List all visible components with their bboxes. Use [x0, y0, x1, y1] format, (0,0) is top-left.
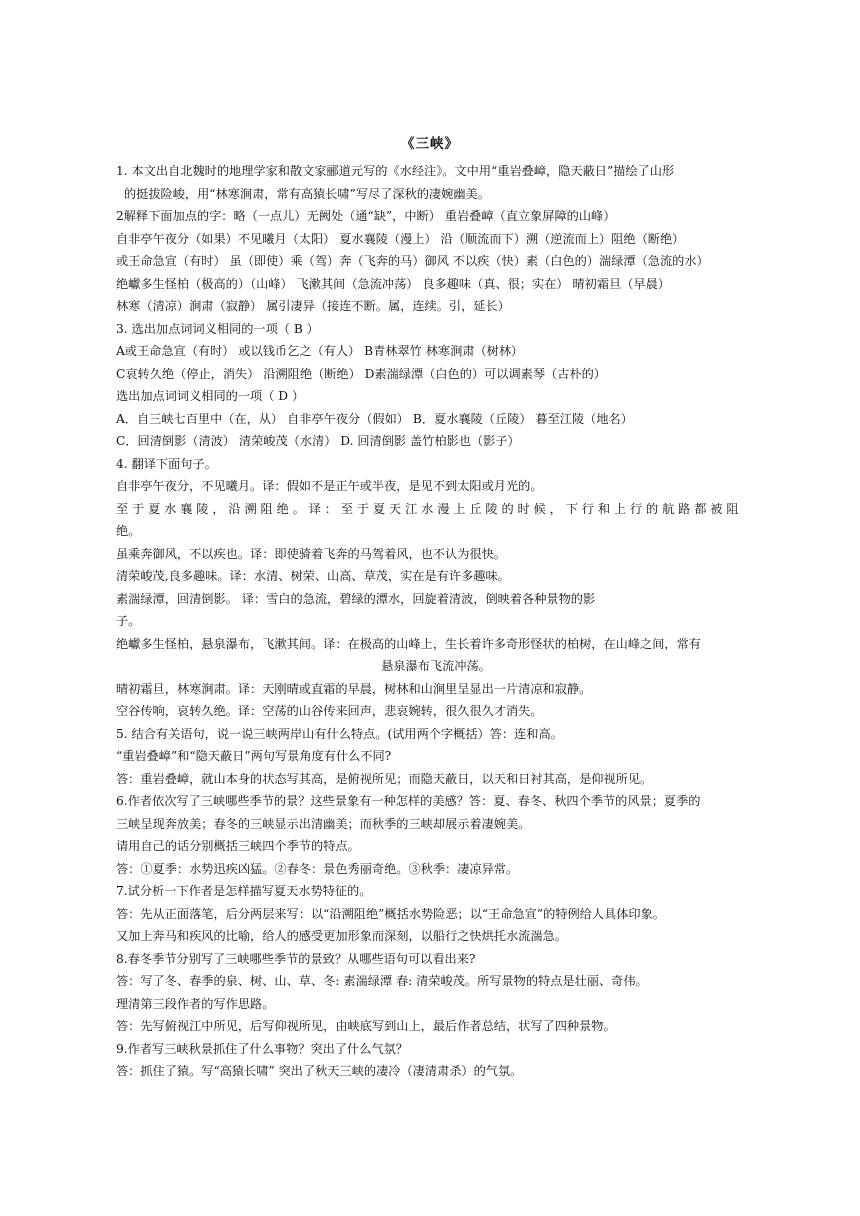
text-line: 请用自己的话分别概括三峡四个季节的特点。 [116, 839, 360, 853]
text-line: 虽乘奔御风，不以疾也。译：即使骑着飞奔的马驾着风，也不认为很快。 [116, 546, 506, 561]
text-line: 的挺拔险峻，用“林寒涧肃，常有高猿长啸”写尽了深秋的凄婉幽美。 [124, 186, 490, 201]
text-line: 6.作者依次写了三峡哪些季节的景？这些景象有一种怎样的美感？答：夏、春冬、秋四个季节的风景；夏季的 [116, 794, 701, 808]
text-line: 9.作者写三峡秋景抓住了什么事物？突出了什么气氛？ [116, 1041, 408, 1056]
text-line: 3. 选出加点词词义相同的一项（ B ） [116, 321, 319, 336]
text-line: 自非亭午夜分，不见曦月。译：假如不是正午或半夜，是见不到太阳或月光的。 [116, 479, 543, 493]
text-line: 答：先从正面落笔，后分两层来写：以“沿溯阻绝”概括水势险恶；以“王命急宣”的特例给人具体印象。 [116, 906, 665, 921]
text-line: 答：重岩叠嶂，就山本身的状态写其高，是俯视所见；而隐天蔽日，以天和日衬其高，是仰视所见。 [116, 771, 653, 786]
text-line: 子。 [116, 614, 141, 628]
text-line: 理清第三段作者的写作思路。 [116, 996, 275, 1011]
text-line: 7.试分析一下作者是怎样描写夏天水势特征的。 [116, 884, 372, 898]
text-line: 素湍绿潭，回清倒影。 译：雪白的急流，碧绿的潭水，回旋着清波，倒映着各种景物的影 [116, 591, 596, 606]
text-line: 绝。 [116, 524, 141, 538]
text-line: A．自三峡七百里中（在，从） 自非亭午夜分（假如） B．夏水襄陵（丘陵） 暮至江陵（地名） [116, 411, 633, 426]
text-line: 答：写了冬、春季的泉、树、山、草、冬: 素湍绿潭 春: 清荣峻茂。所写景物的特点是壮丽、奇伟。 [116, 974, 648, 988]
text-line: 5. 结合有关语句，说一说三峡两岸山有什么特点。(试用两个字概括）答：连和高。 [116, 726, 563, 741]
text-line: 自非亭午夜分（如果）不见曦月（太阳） 夏水襄陵（漫上） 沿（顺流而下）溯（逆流而上）阻绝（断绝） [116, 231, 685, 246]
text-line: 8.春冬季节分别写了三峡哪些季节的景致？从哪些语句可以看出来? [116, 951, 476, 966]
document-title: 《三峡》 [401, 136, 459, 152]
text-line: 或王命急宣（有时） 虽（即使）乘（驾）奔（飞奔的马）御风 不以疾（快）素（白色的）湍绿潭（急流的水） [116, 254, 709, 268]
text-line: A或王命急宣（有时） 或以钱币乞之（有人） B青林翠竹 林寒涧肃（树林） [116, 344, 524, 358]
text-line: 林寒（清凉）涧肃（寂静） 属引凄异（接连不断。属，连续。引，延长） [116, 299, 510, 313]
text-line: 选出加点词词义相同的一项（ D ） [116, 389, 305, 403]
text-line: 答：①夏季：水势迅疾凶猛。②春冬：景色秀丽奇绝。③秋季：凄凉异常。 [116, 861, 519, 876]
text-line: 悬泉瀑布飞流冲荡。 [381, 659, 491, 673]
text-line: 答：先写俯视江中所见，后写仰视所见，由峡底写到山上，最后作者总结，状写了四种景物。 [116, 1019, 616, 1033]
text-line: 4. 翻译下面句子。 [116, 456, 217, 471]
text-line: “重岩叠嶂”和“隐天蔽日”两句写景角度有什么不同? [116, 749, 392, 763]
text-line: 绝巘多生怪柏，悬泉瀑布，飞漱其间。译：在极高的山峰上，生长着许多奇形怪状的柏树，在山峰之间，常有 [116, 636, 701, 651]
text-line: 空谷传响，哀转久绝。译：空荡的山谷传来回声，悲哀婉转，很久很久才消失。 [116, 704, 543, 718]
text-line: 又加上奔马和疾风的比喻，给人的感受更加形象而深刻，以船行之快烘托水流湍急。 [116, 929, 567, 943]
text-line: C哀转久绝（停止，消失） 沿溯阻绝（断绝） D素湍绿潭（白色的）可以调素琴（古朴的） [116, 366, 606, 381]
document-body [116, 160, 756, 1083]
text-line: 1. 本文出自北魏时的地理学家和散文家郦道元写的《水经注》。文中用“重岩叠嶂，隐天蔽日”描绘了山形 [116, 164, 675, 178]
text-line: 至 于 夏 水 襄 陵 ， 沿 溯 阻 绝 。 译 ： 至 于 夏 天 江 水 漫 上 丘 陵 的 时 候 ， 下 行 和 上 行 的 航 路 都 被 阻 [116, 501, 739, 516]
text-line: C．回清倒影（清波） 清荣峻茂（水清） D. 回清倒影 盖竹柏影也（影子） [116, 434, 520, 448]
text-line: 答：抓住了猿。写“高猿长啸” 突出了秋天三峡的凄冷（凄清肃杀）的气氛。 [116, 1064, 523, 1078]
text-line: 晴初霜旦，林寒涧肃。译：天刚晴或直霜的早晨，树林和山涧里呈显出一片清凉和寂静。 [116, 681, 592, 696]
text-line: 绝巘多生怪柏（极高的）（山峰） 飞漱其间（急流冲荡） 良多趣味（真、很；实在） 晴初霜旦（早晨） [116, 276, 670, 291]
text-line: 三峡呈现奔放美；春冬的三峡显示出清幽美；而秋季的三峡却展示着凄婉美。 [116, 816, 531, 831]
text-line: 清荣峻茂,良多趣味。译：水清、树荣、山高、草茂，实在是有许多趣味。 [116, 569, 510, 583]
text-line: 2解释下面加点的字：略（一点儿）无阙处（通“缺”，中断） 重岩叠嶂（直立象屏障的山峰） [116, 209, 616, 223]
